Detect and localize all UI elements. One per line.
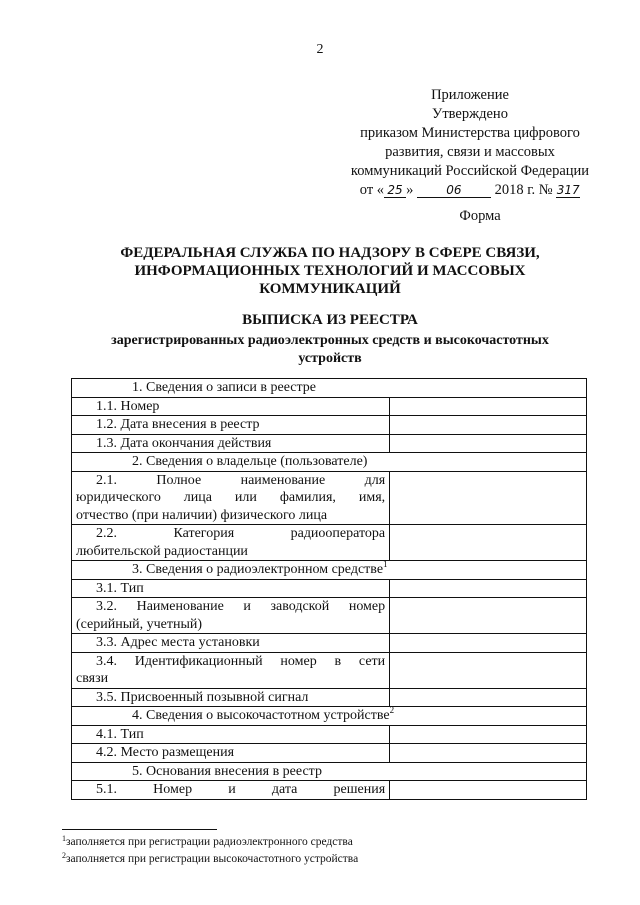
agency-line-1: ФЕДЕРАЛЬНАЯ СЛУЖБА ПО НАДЗОРУ В СФЕРЕ СВЯЗИ, — [120, 245, 540, 261]
approval-line-5: коммуникаций Российской Федерации — [350, 163, 590, 179]
field-2-2-label-a: 2.2. Категория радиооператора — [96, 526, 386, 541]
table-row — [72, 525, 587, 561]
field-2-1-value — [390, 471, 587, 525]
table-row — [72, 652, 587, 688]
extract-subtitle-line-1: зарегистрированных радиоэлектронных средств и высокочастотных — [111, 333, 549, 348]
table-row — [72, 434, 587, 453]
field-3-2-label-a: 3.2. Наименование и заводской номер — [96, 599, 386, 614]
approval-line-2: Утверждено — [432, 106, 508, 122]
field-1-2-label: 1.2. Дата внесения в реестр — [96, 417, 260, 432]
table-row — [72, 744, 587, 763]
footnote-1-text: заполняется при регистрации радиоэлектронного средства — [66, 836, 353, 848]
field-4-2-label: 4.2. Место размещения — [96, 745, 235, 760]
section-1-header: 1. Сведения о записи в реестре — [72, 379, 587, 398]
agency-line-2: ИНФОРМАЦИОННЫХ ТЕХНОЛОГИЙ И МАССОВЫХ — [134, 263, 526, 279]
field-3-2-value — [390, 598, 587, 634]
footnote-2 — [62, 851, 358, 868]
field-4-1-value — [390, 725, 587, 744]
field-4-1-label: 4.1. Тип — [96, 726, 144, 742]
date-month: 06 — [417, 184, 491, 198]
section-row — [72, 707, 587, 726]
section-5-header: 5. Основания внесения в реестр — [72, 762, 587, 781]
section-4-header: 4. Сведения о высокочастотном устройстве — [132, 708, 390, 723]
section-3-header: 3. Сведения о радиоэлектронном средстве — [132, 562, 384, 577]
table-row — [72, 688, 587, 707]
field-3-4-label-b: связи — [76, 671, 109, 686]
footnote-1-mark: 1 — [62, 834, 66, 843]
approval-block — [300, 86, 640, 200]
table-row — [72, 471, 587, 525]
registry-table — [71, 378, 587, 800]
agency-line-3: КОММУНИКАЦИЙ — [259, 281, 401, 297]
field-3-5-label: 3.5. Присвоенный позывной сигнал — [96, 689, 309, 705]
field-1-2-value — [390, 416, 587, 435]
table-row — [72, 725, 587, 744]
field-3-4-value — [390, 652, 587, 688]
table-row — [72, 598, 587, 634]
field-2-2-label-b: любительской радиостанции — [76, 543, 248, 559]
date-mid: » — [406, 182, 414, 198]
extract-subtitle — [70, 332, 590, 368]
footnote-divider — [62, 829, 217, 830]
table-row — [72, 397, 587, 416]
order-number: 317 — [556, 183, 580, 197]
section-row — [72, 762, 587, 781]
footnotes — [62, 834, 358, 868]
field-2-1-label-a: 2.1. Полное наименование для — [96, 472, 386, 488]
field-5-1-value — [390, 781, 587, 800]
field-1-1-label: 1.1. Номер — [96, 398, 160, 414]
table-row — [72, 634, 587, 653]
footnote-1 — [62, 834, 358, 851]
table-row — [72, 416, 587, 435]
section-row — [72, 453, 587, 472]
page-number: 2 — [316, 42, 324, 57]
footnote-ref-1: 1 — [383, 559, 388, 569]
section-row — [72, 561, 587, 580]
field-3-3-label: 3.3. Адрес места установки — [96, 635, 260, 650]
field-2-1-label-c: отчество (при наличии) физического лица — [76, 507, 328, 523]
extract-subtitle-line-2: устройств — [298, 351, 362, 366]
footnote-ref-2: 2 — [389, 705, 395, 715]
approval-line-1: Приложение — [431, 87, 509, 103]
approval-line-3: приказом Министерства цифрового — [360, 125, 580, 141]
section-2-header: 2. Сведения о владельце (пользователе) — [72, 453, 587, 472]
field-3-2-label-b: (серийный, учетный) — [76, 616, 203, 632]
form-label: Форма — [459, 208, 501, 224]
field-3-1-label: 3.1. Тип — [96, 580, 144, 596]
footnote-2-mark: 2 — [62, 851, 66, 860]
field-3-3-value — [390, 634, 587, 653]
footnote-2-text: заполняется при регистрации высокочастотного устройства — [66, 853, 359, 865]
date-prefix: от « — [359, 182, 385, 198]
field-3-5-value — [390, 688, 587, 707]
field-3-1-value — [390, 579, 587, 598]
agency-title — [60, 244, 600, 298]
table-row — [72, 579, 587, 598]
table-row — [72, 781, 587, 800]
field-1-3-value — [390, 434, 587, 453]
field-5-1-label: 5.1. Номер и дата решения — [96, 782, 386, 797]
field-2-1-label-b: юридического лица или фамилия, имя, — [76, 490, 386, 505]
section-row — [72, 379, 587, 398]
date-suffix: 2018 г. № — [494, 182, 553, 198]
approval-line-4: развития, связи и массовых — [385, 144, 555, 160]
field-2-2-value — [390, 525, 587, 561]
field-4-2-value — [390, 744, 587, 763]
field-3-4-label-a: 3.4. Идентификационный номер в сети — [96, 653, 386, 669]
approval-date-line — [300, 181, 640, 200]
date-day: 25 — [384, 184, 406, 198]
field-1-1-value — [390, 397, 587, 416]
extract-title: ВЫПИСКА ИЗ РЕЕСТРА — [242, 312, 418, 328]
field-1-3-label: 1.3. Дата окончания действия — [96, 435, 272, 451]
